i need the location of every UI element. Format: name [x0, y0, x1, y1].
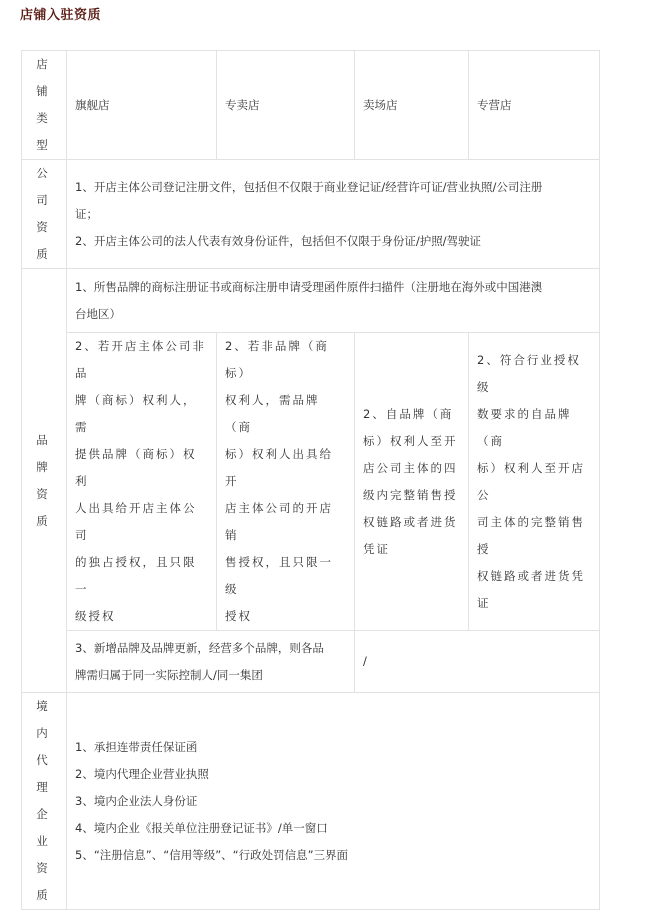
agent-requirements	[67, 693, 600, 910]
page-title: 店铺入驻资质	[20, 8, 102, 23]
company-item-1: 1、开店主体公司登记注册文件，包括但不仅限于商业登记证/经营许可证/营业执照/公司注册证；	[75, 179, 543, 221]
brand-item-2-mall: 2、自品牌（商 标）权利人至开 店公司主体的四 级内完整销售授 权链路或者进货 凭证	[355, 333, 469, 631]
brand-item-2-specialty: 2、若非品牌（商标） 权利人，需品牌（商 标）权利人出具给开 店主体公司的开店销 售授权，且只限一级 授权	[217, 333, 355, 631]
column-header-mall: 卖场店	[355, 51, 469, 160]
brand-item-3: 3、新增品牌及品牌更新，经营多个品牌，则各品 牌需归属于同一实际控制人/同一集团	[67, 631, 355, 693]
column-header-flagship: 旗舰店	[67, 51, 217, 160]
brand-qualification-row-1	[22, 269, 600, 333]
brand-item-2-franchise: 2、符合行业授权级 数要求的自品牌（商 标）权利人至开店公 司主体的完整销售授 权链路或者进货凭证	[469, 333, 600, 631]
store-qualification-table	[21, 50, 600, 910]
row-label-brand: 品牌 资质	[22, 269, 67, 693]
company-item-2: 2、开店主体公司的法人代表有效身份证件，包括但不仅限于身份证/护照/驾驶证	[75, 233, 482, 248]
brand-qualification-row-2	[22, 333, 600, 631]
company-requirements	[67, 160, 600, 269]
column-header-specialty: 专卖店	[217, 51, 355, 160]
agent-item-5: 5、“注册信息”、“信用等级”、“行政处罚信息”三界面	[75, 847, 349, 862]
row-label-agent: 境内 代理 企业 资质	[22, 693, 67, 910]
brand-item-1: 1、所售品牌的商标注册证书或商标注册申请受理函件原件扫描件（注册地在海外或中国港澳台地区）	[67, 269, 600, 333]
company-qualification-row	[22, 160, 600, 269]
agent-item-2: 2、境内代理企业营业执照	[75, 766, 209, 781]
brand-item-3-not-applicable: /	[355, 631, 600, 693]
brand-item-2-flagship: 2、若开店主体公司非品 牌（商标）权利人，需 提供品牌（商标）权利 人出具给开店主体公司 的独占授权，且只限一 级授权	[67, 333, 217, 631]
brand-qualification-row-3	[22, 631, 600, 693]
column-header-franchise: 专营店	[469, 51, 600, 160]
agent-item-1: 1、承担连带责任保证函	[75, 739, 198, 754]
agent-item-3: 3、境内企业法人身份证	[75, 793, 198, 808]
row-label-store-type: 店铺 类型	[22, 51, 67, 160]
agent-qualification-row	[22, 693, 600, 910]
agent-item-4: 4、境内企业《报关单位注册登记证书》/单一窗口	[75, 820, 328, 835]
row-label-company: 公司 资质	[22, 160, 67, 269]
header-row	[22, 51, 600, 160]
